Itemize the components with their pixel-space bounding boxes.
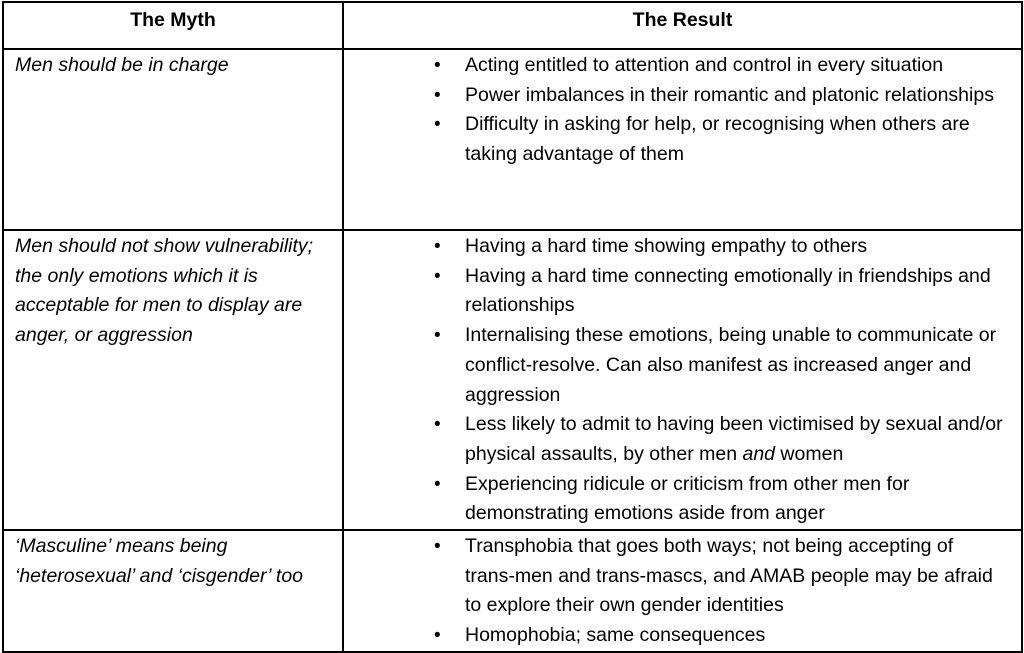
- table-row: [3, 49, 1022, 230]
- list-item: [434, 470, 1007, 529]
- bullet-icon: •: [434, 473, 441, 495]
- bullet-icon: •: [434, 55, 441, 76]
- result-list: [434, 532, 1007, 651]
- list-item-text: [465, 413, 1003, 465]
- list-item-text: Acting entitled to attention and control in every situation: [465, 54, 944, 76]
- list-item-text: Homophobia; same consequences: [465, 624, 766, 647]
- list-item: [434, 621, 1007, 651]
- result-list: [434, 232, 1007, 529]
- bullet-icon: •: [434, 325, 441, 347]
- list-item: [434, 532, 1007, 621]
- list-item-emphasis: and: [742, 442, 776, 465]
- list-item-text-before: Less likely to admit to having been victimised by sexual and/or physical assaults, by other men: [465, 413, 1003, 465]
- list-item-text: Internalising these emotions, being unable to communicate or conflict-resolve. Can also manifest as increased anger and aggression: [465, 324, 997, 406]
- table-row: [3, 230, 1022, 530]
- list-item: [434, 81, 1007, 111]
- list-item-text: Experiencing ridicule or criticism from other men for demonstrating emotions aside from anger: [465, 472, 910, 525]
- list-item: [434, 110, 1007, 169]
- list-item-text: Difficulty in asking for help, or recognising when others are taking advantage of them: [465, 113, 970, 166]
- result-cell: [343, 530, 1022, 652]
- myth-result-table: [2, 1, 1023, 653]
- result-cell: [343, 49, 1022, 230]
- list-item: [434, 232, 1007, 262]
- result-list: [434, 51, 1007, 170]
- header-result: The Result: [343, 2, 1022, 49]
- list-item-text: Having a hard time connecting emotionally in friendships and relationships: [465, 264, 991, 317]
- header-myth: The Myth: [3, 2, 343, 49]
- list-item: [434, 321, 1007, 410]
- myth-cell: Men should not show vulnerability; the only emotions which it is acceptable for men to display are anger, or aggression: [3, 230, 343, 530]
- bullet-icon: •: [434, 114, 441, 136]
- list-item-text: Having a hard time showing empathy to others: [465, 235, 868, 257]
- bullet-icon: •: [434, 536, 441, 558]
- myth-cell: ‘Masculine’ means being ‘heterosexual’ and ‘cisgender’ too: [3, 530, 343, 652]
- table-row: [3, 530, 1022, 652]
- bullet-icon: •: [434, 625, 441, 647]
- bullet-icon: •: [434, 414, 441, 436]
- bullet-icon: •: [434, 265, 441, 287]
- list-item: [434, 51, 1007, 81]
- list-item-text: Transphobia that goes both ways; not being accepting of trans-men and trans-mascs, and AMAB people may be afraid to explore their own gender identities: [465, 535, 993, 617]
- result-cell: [343, 230, 1022, 530]
- list-item-text-after: women: [775, 442, 844, 465]
- list-item-text: Power imbalances in their romantic and platonic relationships: [465, 83, 994, 106]
- list-item: [434, 410, 1007, 469]
- header-row: [3, 2, 1022, 49]
- list-item: [434, 262, 1007, 321]
- bullet-icon: •: [434, 84, 441, 106]
- myth-cell: Men should be in charge: [3, 49, 343, 230]
- bullet-icon: •: [434, 236, 441, 257]
